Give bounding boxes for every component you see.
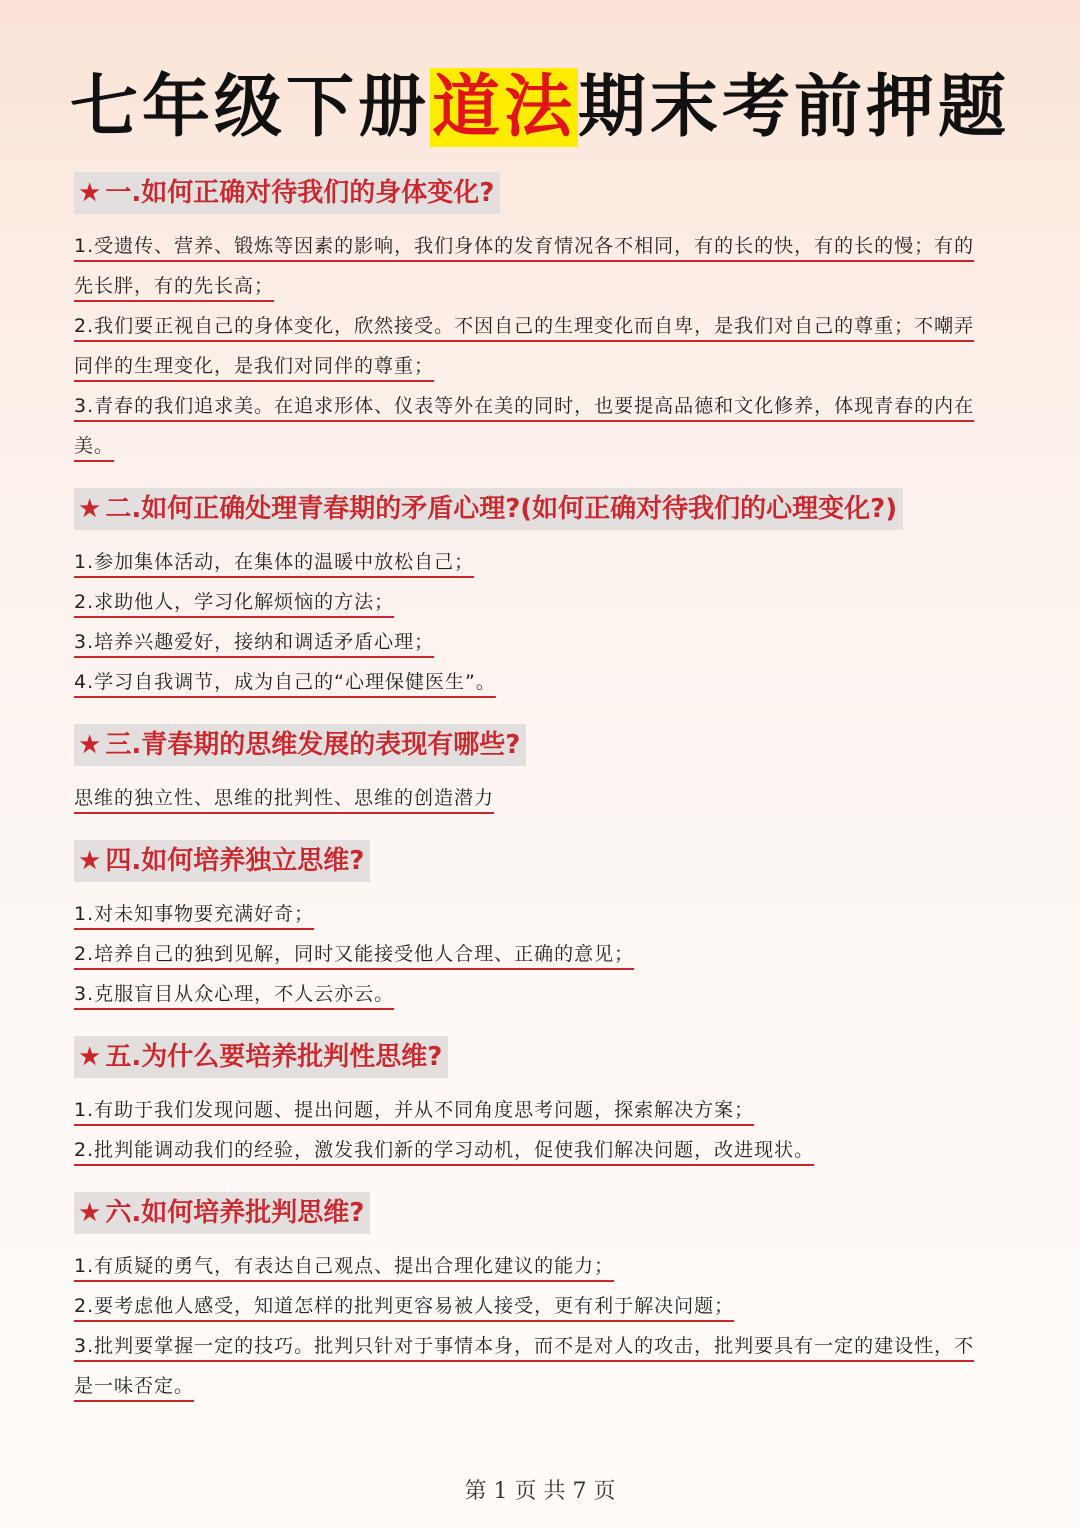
star-icon: ★ — [78, 730, 102, 760]
star-icon: ★ — [78, 178, 102, 208]
list-item: 2.我们要正视自己的身体变化，欣然接受。不因自己的生理变化而自卑，是我们对自己的尊重；不嘲弄同伴的生理变化，是我们对同伴的尊重； — [74, 315, 975, 377]
list-item: 1.有助于我们发现问题、提出问题，并从不同角度思考问题，探索解决方案； — [74, 1099, 755, 1121]
list-item: 2.要考虑他人感受，知道怎样的批判更容易被人接受，更有利于解决问题； — [74, 1295, 735, 1317]
section-2 — [74, 488, 989, 702]
page-footer: 第 1 页 共 7 页 — [464, 1479, 616, 1504]
list-item: 3.青春的我们追求美。在追求形体、仪表等外在美的同时，也要提高品德和文化修养，体现青春的内在美。 — [74, 395, 975, 457]
list-item: 思维的独立性、思维的批判性、思维的创造潜力 — [74, 787, 495, 809]
section-heading: ★ 六.如何培养批判思维? — [74, 1192, 370, 1234]
section-heading: ★ 五.为什么要培养批判性思维? — [74, 1036, 448, 1078]
section-5 — [74, 1036, 989, 1170]
section-heading: ★ 一.如何正确对待我们的身体变化? — [74, 172, 500, 214]
list-item: 1.参加集体活动，在集体的温暖中放松自己； — [74, 551, 475, 573]
list-item: 2.培养自己的独到见解，同时又能接受他人合理、正确的意见； — [74, 943, 635, 965]
list-item: 1.对未知事物要充满好奇； — [74, 903, 315, 925]
content-area — [74, 172, 989, 1428]
list-item: 2.求助他人，学习化解烦恼的方法； — [74, 591, 395, 613]
page-title — [0, 58, 1080, 158]
section-heading: ★ 四.如何培养独立思维? — [74, 840, 370, 882]
section-6 — [74, 1192, 989, 1406]
section-heading: ★ 二.如何正确处理青春期的矛盾心理?(如何正确对待我们的心理变化?) — [74, 488, 903, 530]
section-heading: ★ 三.青春期的思维发展的表现有哪些? — [74, 724, 526, 766]
title-highlight: 道法 — [431, 68, 576, 147]
list-item: 2.批判能调动我们的经验，激发我们新的学习动机，促使我们解决问题，改进现状。 — [74, 1139, 815, 1161]
title-part-1: 七年级下册 — [69, 68, 430, 147]
list-item: 4.学习自我调节，成为自己的“心理保健医生”。 — [74, 671, 496, 693]
title-part-2: 期末考前押题 — [578, 68, 1011, 147]
list-item: 3.克服盲目从众心理，不人云亦云。 — [74, 983, 395, 1005]
section-1 — [74, 172, 989, 466]
section-3 — [74, 724, 989, 818]
star-icon: ★ — [78, 494, 102, 524]
star-icon: ★ — [78, 846, 102, 876]
list-item: 3.批判要掌握一定的技巧。批判只针对于事情本身，而不是对人的攻击，批判要具有一定的建设性，不是一味否定。 — [74, 1335, 975, 1397]
list-item: 1.有质疑的勇气，有表达自己观点、提出合理化建议的能力； — [74, 1255, 615, 1277]
list-item: 3.培养兴趣爱好，接纳和调适矛盾心理； — [74, 631, 435, 653]
star-icon: ★ — [78, 1198, 102, 1228]
list-item: 1.受遗传、营养、锻炼等因素的影响，我们身体的发育情况各不相同，有的长的快，有的长的慢；有的先长胖，有的先长高； — [74, 235, 975, 297]
star-icon: ★ — [78, 1042, 102, 1072]
section-4 — [74, 840, 989, 1014]
